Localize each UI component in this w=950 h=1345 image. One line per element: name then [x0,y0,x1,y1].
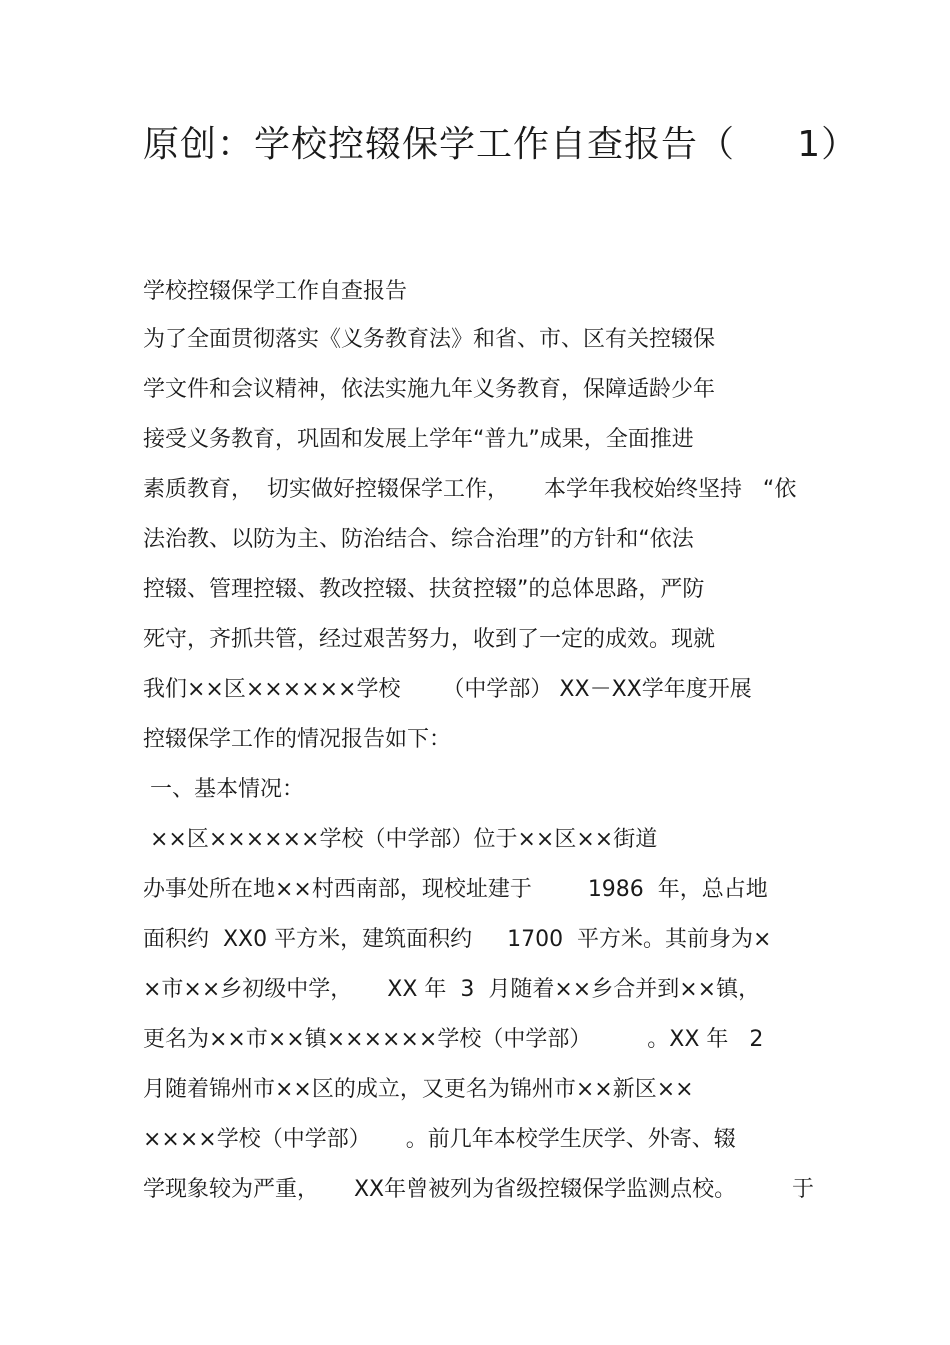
body-line: 更名为××市××镇××××××学校（中学部） 。XX 年 2 [143,1027,764,1052]
body-line: 学文件和会议精神，依法实施九年义务教育，保障适龄少年 [143,377,716,402]
report-body [143,323,823,1223]
body-line: ××××学校（中学部） 。前几年本校学生厌学、外寄、辍 [143,1127,736,1152]
body-line: ×市××乡初级中学， XX 年 3 月随着××乡合并到××镇， [143,977,761,1002]
body-line: 面积约 XX0 平方米，建筑面积约 1700 平方米。其前身为× [143,927,772,952]
body-line: 法治教、以防为主、防治结合、综合治理”的方针和“依法 [143,527,694,552]
body-line: 办事处所在地××村西南部，现校址建于 1986 年，总占地 [143,877,768,902]
body-line: ××区××××××学校（中学部）位于××区××街道 [143,827,658,852]
body-line: 控辍、管理控辍、教改控辍、扶贫控辍”的总体思路，严防 [143,577,705,602]
body-line: 我们××区××××××学校 （中学部） XX－XX学年度开展 [143,677,752,702]
body-line: 接受义务教育，巩固和发展上学年“普九”成果，全面推进 [143,427,694,452]
report-subtitle: 学校控辍保学工作自查报告 [143,279,408,304]
body-line: 月随着锦州市××区的成立，又更名为锦州市××新区×× [143,1077,694,1102]
body-line: 素质教育， 切实做好控辍保学工作， 本学年我校始终坚持 “依 [143,477,797,502]
body-line: 为了全面贯彻落实《义务教育法》和省、市、区有关控辍保 [143,327,716,352]
body-line: 死守，齐抓共管，经过艰苦努力，收到了一定的成效。现就 [143,627,716,652]
body-line: 控辍保学工作的情况报告如下： [143,727,452,752]
section-heading: 一、基本情况： [143,777,304,802]
page-title: 原创：学校控辍保学工作自查报告（ 1） [143,124,859,165]
body-line: 学现象较为严重， XX年曾被列为省级控辍保学监测点校。 于 [143,1177,815,1202]
